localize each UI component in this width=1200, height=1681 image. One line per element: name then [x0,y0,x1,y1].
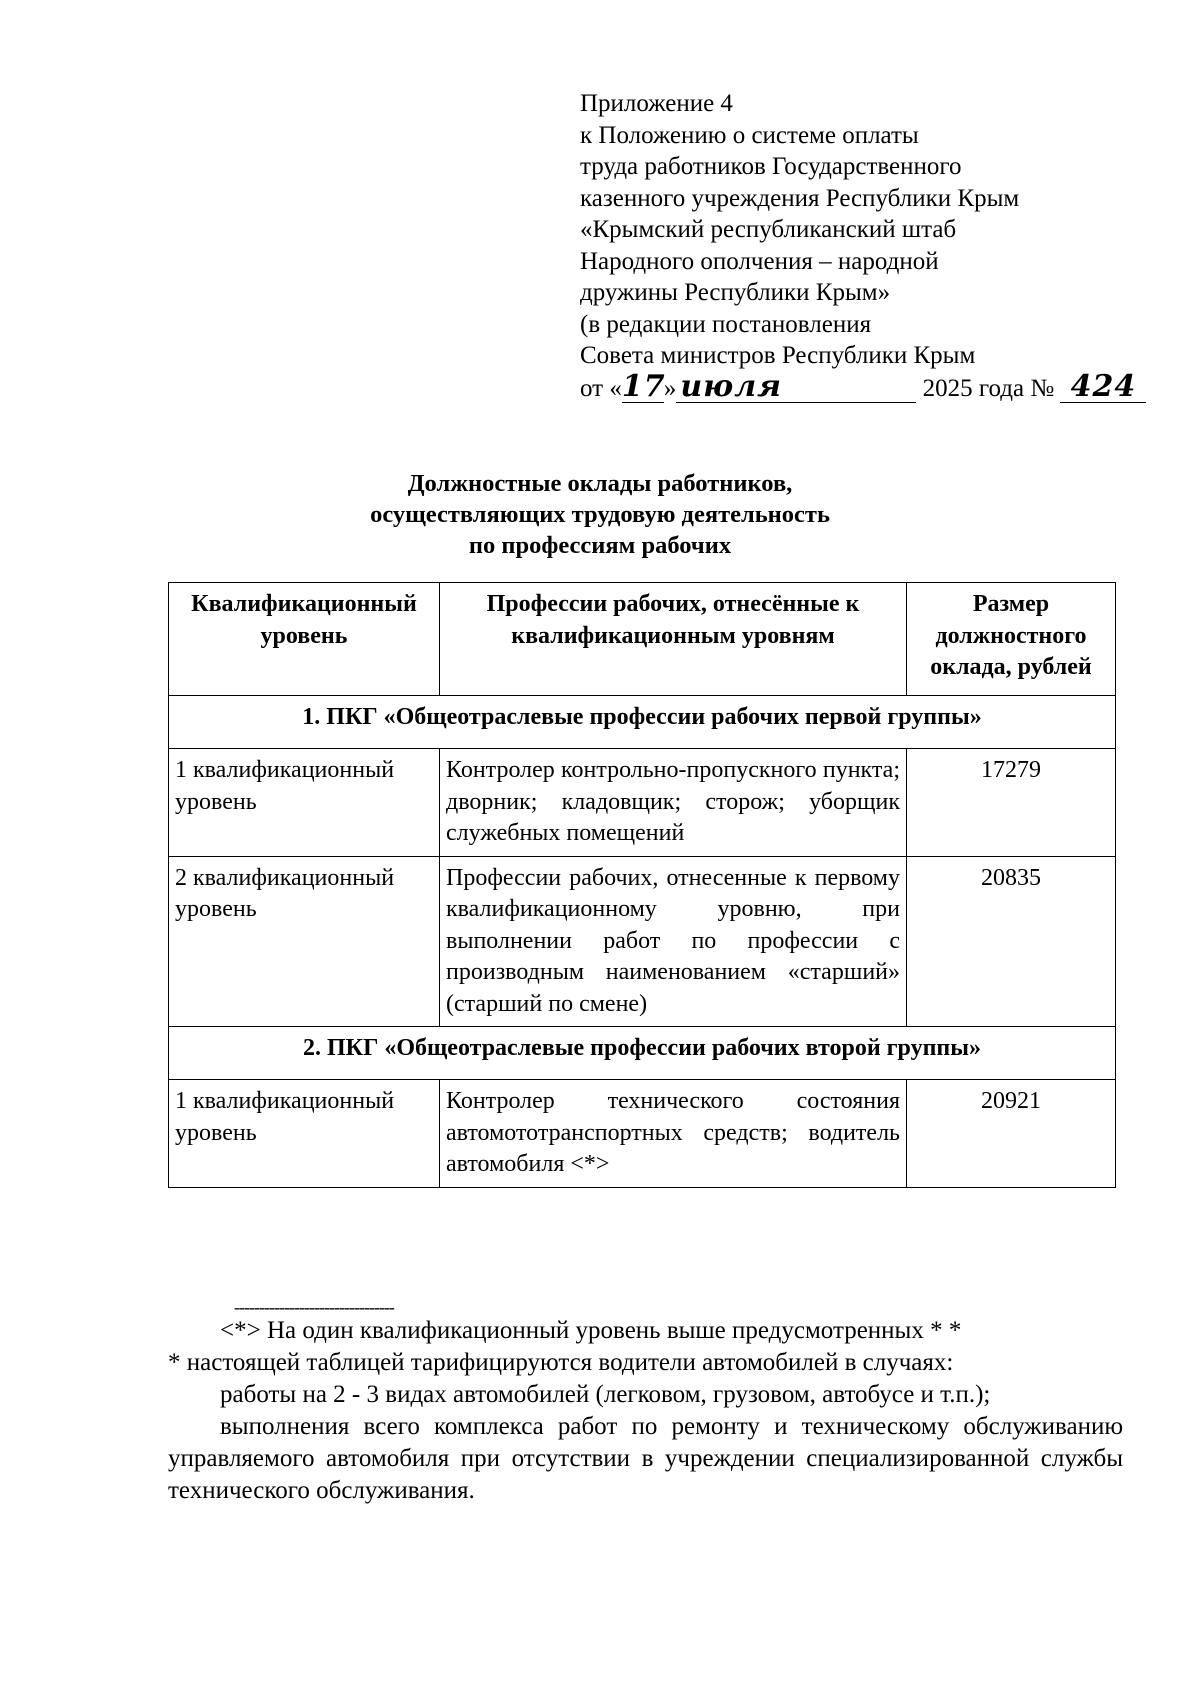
cell-level: 1 квалификационный уровень [169,1080,440,1188]
cell-level: 2 квалификационный уровень [169,856,440,1027]
header-professions: Профессии рабочих, отнесённые к квалификационным уровням [440,583,907,696]
appendix-line: труда работников Государственного [580,153,962,180]
document-title [200,468,1000,561]
date-year: 2025 года № [922,374,1055,402]
table-row [169,1080,1116,1188]
footnote-line: работы на 2 - 3 видах автомобилей (легковом, грузовом, автобусе и т.п.); [220,1381,991,1408]
footnote-line: выполнения всего комплекса работ по ремонту и техническому обслуживанию управляемого автомобиля при отсутствии в учреждении специализированной службы технического обслуживания. [168,1413,1123,1504]
appendix-header [580,88,1140,404]
handwritten-month: июля [676,372,916,403]
cell-salary: 17279 [907,749,1116,857]
handwritten-number: 424 [1060,372,1146,403]
table-row [169,856,1116,1027]
footnotes [168,1315,1123,1507]
date-quote: » [663,374,677,402]
footnote-line: <*> На один квалификационный уровень выше предусмотренных * * [220,1317,962,1344]
appendix-line: Приложение 4 [580,90,733,117]
appendix-line: Совета министров Республики Крым [580,342,976,369]
group-row [169,696,1116,749]
title-line: осуществляющих трудовую деятельность [370,501,830,528]
group-title: 2. ПКГ «Общеотраслевые профессии рабочих второй группы» [169,1027,1116,1080]
cell-salary: 20835 [907,856,1116,1027]
appendix-line: казенного учреждения Республики Крым [580,184,1020,212]
title-line: Должностные оклады работников, [407,470,793,497]
appendix-line: «Крымский республиканский штаб [580,216,957,243]
table-row [169,749,1116,857]
appendix-line: Народного ополчения – народной [580,247,939,275]
appendix-line: к Положению о системе оплаты [580,121,919,149]
table-header-row [169,583,1116,696]
cell-level: 1 квалификационный уровень [169,749,440,857]
cell-professions: Контролер контрольно-пропускного пункта; дворник; кладовщик; сторож; уборщик служебных помещений [440,749,907,857]
cell-professions: Контролер технического состояния автомототранспортных средств; водитель автомобиля <*> [440,1080,907,1188]
header-salary: Размер должностного оклада, рублей [907,583,1116,696]
footnote-divider: -------------------------------- [234,1297,394,1317]
appendix-line: (в редакции постановления [580,310,872,338]
title-line: по профессиям рабочих [468,532,732,559]
cell-salary: 20921 [907,1080,1116,1188]
appendix-date-line [580,368,1140,405]
group-title: 1. ПКГ «Общеотраслевые профессии рабочих первой группы» [169,696,1116,749]
appendix-line: дружины Республики Крым» [580,279,891,306]
cell-professions: Профессии рабочих, отнесенные к первому квалификационному уровню, при выполнении работ по профессии с производным наименованием «старший» (старший по смене) [440,856,907,1027]
group-row [169,1027,1116,1080]
footnote-line: * настоящей таблицей тарифицируются водители автомобилей в случаях: [168,1349,954,1376]
header-level: Квалификационный уровень [169,583,440,696]
handwritten-day: 17 [621,368,666,404]
date-prefix: от « [580,374,622,402]
salary-table [168,582,1116,1188]
